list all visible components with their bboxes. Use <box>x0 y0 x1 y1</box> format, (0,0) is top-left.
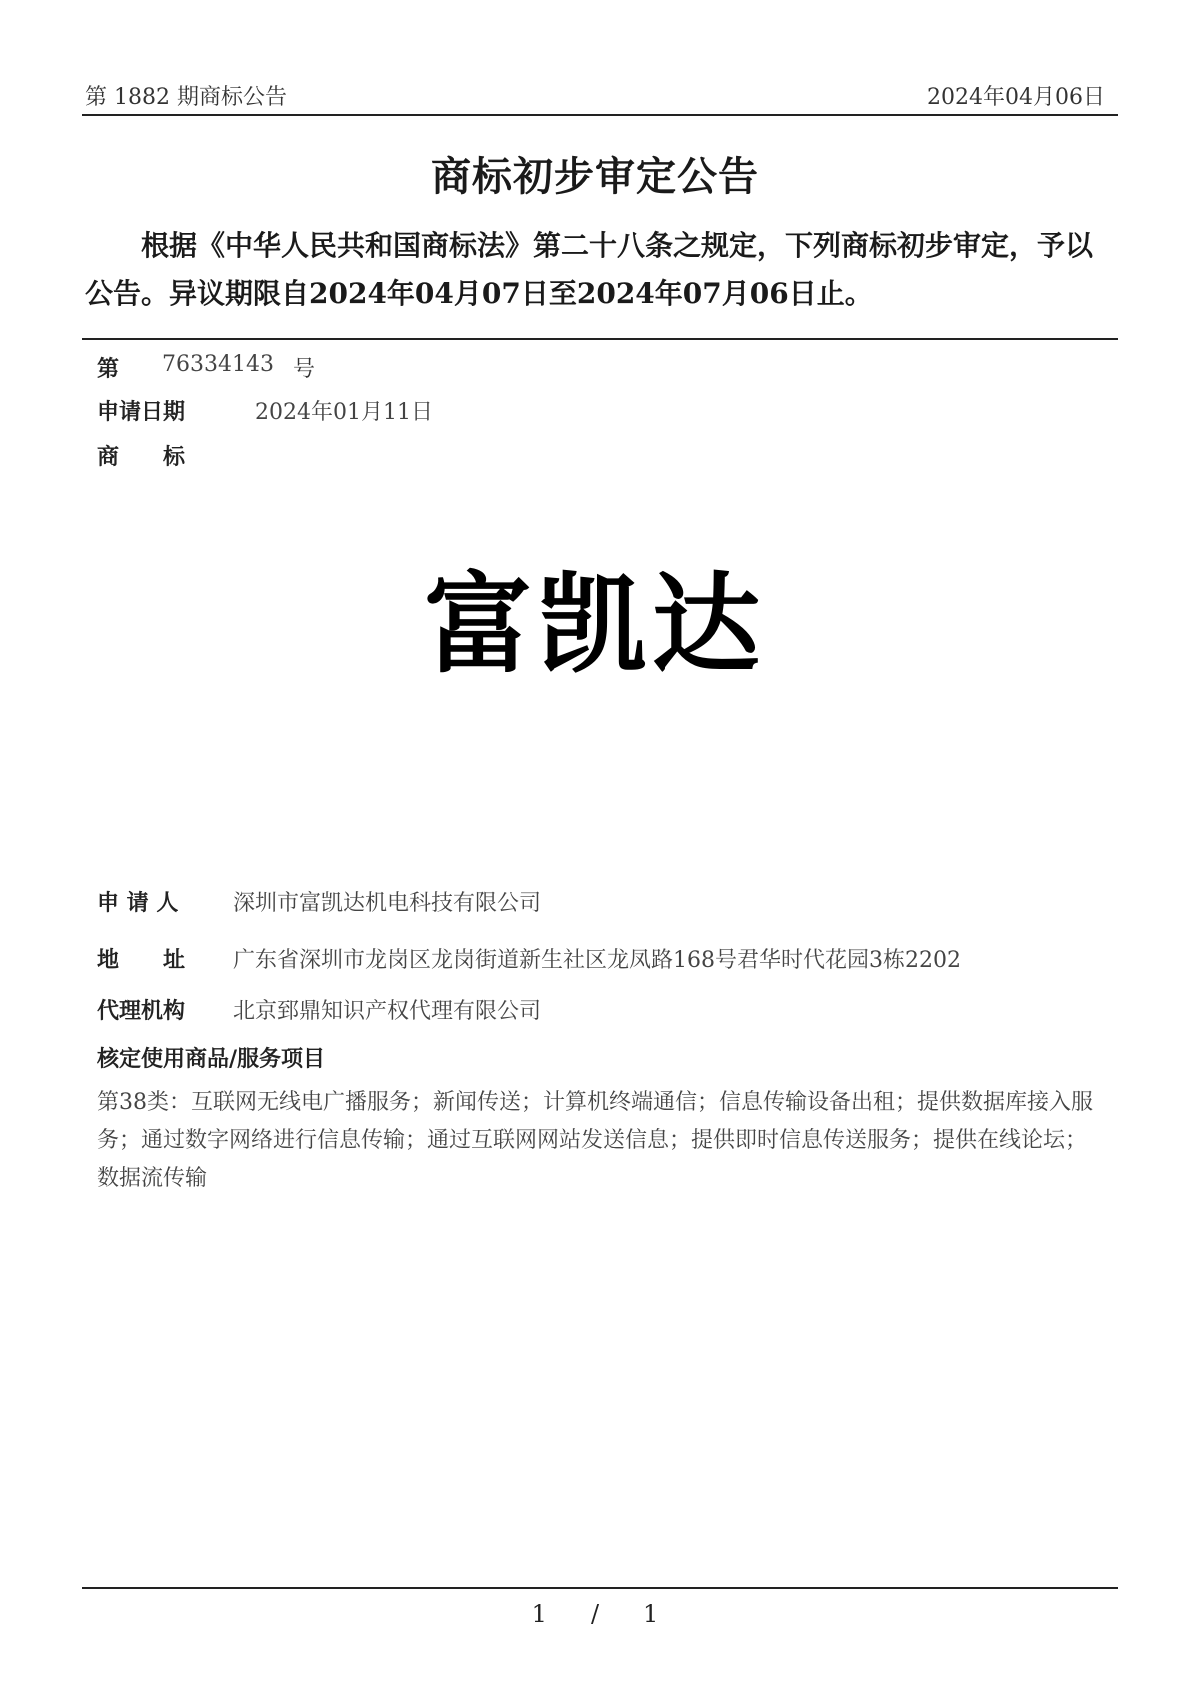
agency-label: 代理机构 <box>97 998 186 1024</box>
footer-divider <box>82 1587 1118 1589</box>
section-divider <box>82 338 1118 340</box>
goods-label: 核定使用商品/服务项目 <box>97 1046 326 1072</box>
page-total: 1 <box>643 1600 659 1628</box>
address-label: 地 址 <box>97 947 186 973</box>
number-suffix-label: 号 <box>293 357 316 382</box>
page-title: 商标初步审定公告 <box>431 153 759 200</box>
header-divider <box>82 114 1118 116</box>
agency-value: 北京郅鼎知识产权代理有限公司 <box>233 999 542 1024</box>
apply-date-label: 申请日期 <box>97 399 186 425</box>
apply-date-value: 2024年01月11日 <box>255 400 433 425</box>
address-value: 广东省深圳市龙岗区龙岗街道新生社区龙凤路168号君华时代花园3栋2202 <box>233 948 961 973</box>
issue-header: 第 1882 期商标公告 <box>85 85 287 110</box>
goods-list: 第38类：互联网无线电广播服务；新闻传送；计算机终端通信；信息传输设备出租；提供数据库接入服务；通过数字网络进行信息传输；通过互联网网站发送信息；提供即时信息传送服务；提供在线论坛；数据流传输 <box>97 1090 1093 1191</box>
mark-label: 商 标 <box>97 444 186 470</box>
registration-number: 76334143 <box>162 352 274 377</box>
issue-date: 2024年04月06日 <box>927 85 1105 110</box>
page-current: 1 <box>531 1600 547 1628</box>
page-indicator <box>0 1600 1190 1628</box>
trademark-image <box>380 540 810 690</box>
intro-paragraph: 根据《中华人民共和国商标法》第二十八条之规定，下列商标初步审定，予以公告。异议期限自2024年04月07日至2024年07月06日止。 <box>85 229 1094 310</box>
trademark-text: 富凯达 <box>423 562 766 688</box>
applicant-value: 深圳市富凯达机电科技有限公司 <box>233 891 542 916</box>
number-prefix-label: 第 <box>97 356 120 382</box>
applicant-label: 申 请 人 <box>97 890 179 916</box>
page-separator: / <box>590 1600 600 1628</box>
